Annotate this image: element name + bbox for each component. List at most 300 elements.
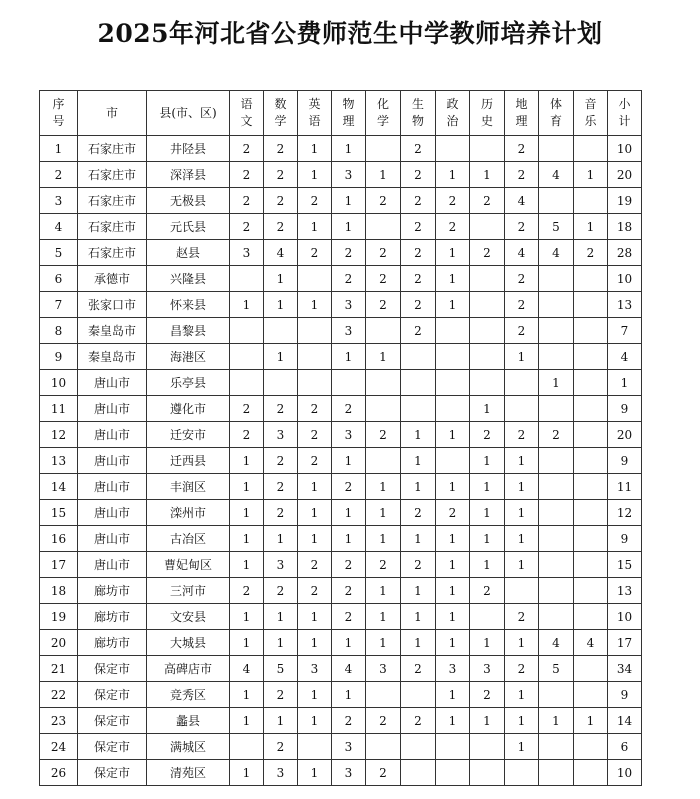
cell-english: 1 bbox=[298, 760, 332, 786]
cell-pe bbox=[539, 500, 574, 526]
cell-physics: 3 bbox=[332, 292, 366, 318]
table-row bbox=[40, 526, 642, 552]
cell-city: 保定市 bbox=[78, 682, 147, 708]
cell-math: 2 bbox=[264, 448, 298, 474]
cell-subtotal: 1 bbox=[608, 370, 642, 396]
cell-seq: 17 bbox=[40, 552, 78, 578]
cell-politics: 1 bbox=[436, 526, 470, 552]
cell-seq: 20 bbox=[40, 630, 78, 656]
cell-county: 迁安市 bbox=[147, 422, 230, 448]
cell-history bbox=[470, 604, 505, 630]
cell-history: 1 bbox=[470, 396, 505, 422]
header-text: 体 bbox=[549, 97, 562, 111]
table-row bbox=[40, 760, 642, 786]
header-text: 地 bbox=[515, 97, 528, 111]
cell-seq: 10 bbox=[40, 370, 78, 396]
cell-history: 1 bbox=[470, 448, 505, 474]
header-text: 语 bbox=[308, 114, 321, 128]
cell-geography: 2 bbox=[505, 214, 539, 240]
cell-chemistry: 1 bbox=[366, 526, 401, 552]
cell-history: 1 bbox=[470, 630, 505, 656]
cell-math: 3 bbox=[264, 422, 298, 448]
cell-chemistry: 1 bbox=[366, 344, 401, 370]
cell-city: 唐山市 bbox=[78, 474, 147, 500]
cell-pe: 1 bbox=[539, 370, 574, 396]
cell-subtotal: 10 bbox=[608, 266, 642, 292]
cell-chemistry: 2 bbox=[366, 708, 401, 734]
cell-english bbox=[298, 370, 332, 396]
table-row bbox=[40, 734, 642, 760]
header-text: 历 bbox=[480, 97, 493, 111]
cell-english: 1 bbox=[298, 214, 332, 240]
cell-county: 昌黎县 bbox=[147, 318, 230, 344]
cell-city: 廊坊市 bbox=[78, 578, 147, 604]
header-text: 序 bbox=[52, 97, 65, 111]
cell-physics: 3 bbox=[332, 734, 366, 760]
cell-subtotal: 18 bbox=[608, 214, 642, 240]
cell-county: 高碑店市 bbox=[147, 656, 230, 682]
cell-politics: 1 bbox=[436, 708, 470, 734]
page-title: 2025年河北省公费师范生中学教师培养计划 bbox=[97, 19, 603, 48]
cell-geography bbox=[505, 396, 539, 422]
header-text: 计 bbox=[618, 114, 631, 128]
cell-seq: 2 bbox=[40, 162, 78, 188]
cell-chemistry: 3 bbox=[366, 656, 401, 682]
cell-history bbox=[470, 318, 505, 344]
cell-physics: 3 bbox=[332, 760, 366, 786]
cell-music: 1 bbox=[574, 162, 608, 188]
header-text: 生 bbox=[411, 97, 424, 111]
cell-music bbox=[574, 604, 608, 630]
cell-politics: 1 bbox=[436, 240, 470, 266]
cell-math: 3 bbox=[264, 552, 298, 578]
cell-chinese: 1 bbox=[230, 292, 264, 318]
cell-pe bbox=[539, 188, 574, 214]
cell-chinese bbox=[230, 370, 264, 396]
cell-geography: 2 bbox=[505, 266, 539, 292]
cell-geography: 1 bbox=[505, 344, 539, 370]
cell-history: 1 bbox=[470, 500, 505, 526]
header-text: 语 bbox=[240, 97, 253, 111]
cell-geography: 2 bbox=[505, 604, 539, 630]
cell-geography: 1 bbox=[505, 630, 539, 656]
cell-music: 2 bbox=[574, 240, 608, 266]
cell-chinese bbox=[230, 344, 264, 370]
cell-geography: 2 bbox=[505, 422, 539, 448]
cell-geography bbox=[505, 760, 539, 786]
cell-politics: 1 bbox=[436, 604, 470, 630]
cell-pe bbox=[539, 136, 574, 162]
cell-city: 保定市 bbox=[78, 708, 147, 734]
cell-english bbox=[298, 344, 332, 370]
cell-chinese: 2 bbox=[230, 188, 264, 214]
cell-county: 文安县 bbox=[147, 604, 230, 630]
cell-pe: 5 bbox=[539, 214, 574, 240]
cell-english: 2 bbox=[298, 422, 332, 448]
cell-chemistry: 2 bbox=[366, 760, 401, 786]
cell-politics bbox=[436, 318, 470, 344]
cell-pe bbox=[539, 474, 574, 500]
cell-math: 2 bbox=[264, 188, 298, 214]
cell-pe bbox=[539, 396, 574, 422]
cell-subtotal: 9 bbox=[608, 396, 642, 422]
cell-math: 4 bbox=[264, 240, 298, 266]
cell-biology: 2 bbox=[401, 240, 436, 266]
cell-chemistry: 1 bbox=[366, 162, 401, 188]
cell-city: 承德市 bbox=[78, 266, 147, 292]
cell-subtotal: 20 bbox=[608, 422, 642, 448]
header-text: 理 bbox=[342, 114, 355, 128]
cell-county: 乐亭县 bbox=[147, 370, 230, 396]
cell-english: 1 bbox=[298, 630, 332, 656]
cell-english: 2 bbox=[298, 240, 332, 266]
cell-pe bbox=[539, 292, 574, 318]
cell-biology: 1 bbox=[401, 526, 436, 552]
cell-politics: 1 bbox=[436, 162, 470, 188]
cell-math: 2 bbox=[264, 682, 298, 708]
cell-music bbox=[574, 422, 608, 448]
cell-county: 兴隆县 bbox=[147, 266, 230, 292]
cell-music bbox=[574, 734, 608, 760]
header-cell-city bbox=[78, 91, 147, 136]
cell-city: 唐山市 bbox=[78, 448, 147, 474]
cell-biology bbox=[401, 760, 436, 786]
cell-pe: 4 bbox=[539, 162, 574, 188]
cell-geography: 2 bbox=[505, 656, 539, 682]
cell-math: 3 bbox=[264, 760, 298, 786]
cell-biology: 2 bbox=[401, 552, 436, 578]
cell-physics: 3 bbox=[332, 318, 366, 344]
cell-chemistry bbox=[366, 214, 401, 240]
table-row bbox=[40, 136, 642, 162]
cell-subtotal: 13 bbox=[608, 578, 642, 604]
teacher-plan-table bbox=[39, 90, 642, 786]
header-cell-geography bbox=[505, 91, 539, 136]
cell-english: 2 bbox=[298, 396, 332, 422]
cell-english: 1 bbox=[298, 682, 332, 708]
header-cell-chinese bbox=[230, 91, 264, 136]
cell-politics bbox=[436, 448, 470, 474]
cell-seq: 3 bbox=[40, 188, 78, 214]
cell-politics: 1 bbox=[436, 682, 470, 708]
cell-biology: 2 bbox=[401, 188, 436, 214]
cell-county: 迁西县 bbox=[147, 448, 230, 474]
cell-city: 保定市 bbox=[78, 734, 147, 760]
cell-biology: 1 bbox=[401, 422, 436, 448]
header-text: 英 bbox=[308, 97, 321, 111]
cell-history bbox=[470, 370, 505, 396]
cell-math: 1 bbox=[264, 526, 298, 552]
cell-biology bbox=[401, 682, 436, 708]
cell-seq: 13 bbox=[40, 448, 78, 474]
cell-politics: 1 bbox=[436, 578, 470, 604]
cell-biology: 2 bbox=[401, 266, 436, 292]
cell-english: 1 bbox=[298, 500, 332, 526]
cell-history: 2 bbox=[470, 422, 505, 448]
table-row bbox=[40, 214, 642, 240]
table-row bbox=[40, 474, 642, 500]
cell-english: 1 bbox=[298, 526, 332, 552]
table-row bbox=[40, 500, 642, 526]
cell-chinese: 1 bbox=[230, 448, 264, 474]
cell-biology: 2 bbox=[401, 318, 436, 344]
cell-city: 秦皇岛市 bbox=[78, 318, 147, 344]
cell-english: 1 bbox=[298, 292, 332, 318]
header-cell-seq bbox=[40, 91, 78, 136]
table-row bbox=[40, 318, 642, 344]
cell-geography: 1 bbox=[505, 552, 539, 578]
cell-geography: 2 bbox=[505, 162, 539, 188]
cell-pe bbox=[539, 344, 574, 370]
cell-chinese bbox=[230, 266, 264, 292]
cell-politics: 1 bbox=[436, 422, 470, 448]
cell-history bbox=[470, 214, 505, 240]
table-row bbox=[40, 682, 642, 708]
cell-county: 井陉县 bbox=[147, 136, 230, 162]
cell-seq: 19 bbox=[40, 604, 78, 630]
cell-physics: 1 bbox=[332, 214, 366, 240]
table-row bbox=[40, 396, 642, 422]
cell-chemistry: 1 bbox=[366, 630, 401, 656]
cell-biology: 2 bbox=[401, 708, 436, 734]
cell-physics: 1 bbox=[332, 448, 366, 474]
table-row bbox=[40, 188, 642, 214]
cell-chinese: 1 bbox=[230, 552, 264, 578]
cell-subtotal: 9 bbox=[608, 526, 642, 552]
cell-city: 石家庄市 bbox=[78, 136, 147, 162]
cell-history: 2 bbox=[470, 578, 505, 604]
cell-city: 石家庄市 bbox=[78, 240, 147, 266]
cell-politics: 1 bbox=[436, 552, 470, 578]
cell-county: 曹妃甸区 bbox=[147, 552, 230, 578]
cell-county: 元氏县 bbox=[147, 214, 230, 240]
cell-subtotal: 34 bbox=[608, 656, 642, 682]
cell-biology: 2 bbox=[401, 214, 436, 240]
cell-physics bbox=[332, 370, 366, 396]
cell-math: 2 bbox=[264, 578, 298, 604]
header-text: 物 bbox=[411, 114, 424, 128]
header-cell-music bbox=[574, 91, 608, 136]
cell-chemistry bbox=[366, 136, 401, 162]
cell-biology bbox=[401, 396, 436, 422]
cell-math: 2 bbox=[264, 734, 298, 760]
header-text: 小 bbox=[618, 97, 631, 111]
cell-politics: 2 bbox=[436, 500, 470, 526]
cell-math: 1 bbox=[264, 266, 298, 292]
cell-county: 清苑区 bbox=[147, 760, 230, 786]
cell-seq: 26 bbox=[40, 760, 78, 786]
cell-politics bbox=[436, 344, 470, 370]
cell-physics: 4 bbox=[332, 656, 366, 682]
cell-music bbox=[574, 396, 608, 422]
cell-subtotal: 6 bbox=[608, 734, 642, 760]
cell-geography: 1 bbox=[505, 500, 539, 526]
header-text: 史 bbox=[480, 114, 493, 128]
table-row bbox=[40, 552, 642, 578]
cell-city: 唐山市 bbox=[78, 422, 147, 448]
cell-subtotal: 10 bbox=[608, 136, 642, 162]
header-cell-county bbox=[147, 91, 230, 136]
cell-subtotal: 15 bbox=[608, 552, 642, 578]
cell-english: 1 bbox=[298, 136, 332, 162]
header-cell-history bbox=[470, 91, 505, 136]
cell-english: 2 bbox=[298, 552, 332, 578]
cell-chinese: 2 bbox=[230, 214, 264, 240]
cell-history: 1 bbox=[470, 708, 505, 734]
header-text: 化 bbox=[376, 97, 389, 111]
cell-seq: 18 bbox=[40, 578, 78, 604]
cell-city: 保定市 bbox=[78, 656, 147, 682]
cell-physics: 2 bbox=[332, 708, 366, 734]
cell-history: 3 bbox=[470, 656, 505, 682]
cell-english: 2 bbox=[298, 448, 332, 474]
cell-physics: 2 bbox=[332, 604, 366, 630]
cell-politics bbox=[436, 760, 470, 786]
cell-seq: 14 bbox=[40, 474, 78, 500]
table-row bbox=[40, 266, 642, 292]
cell-pe: 4 bbox=[539, 240, 574, 266]
cell-politics bbox=[436, 136, 470, 162]
cell-biology: 2 bbox=[401, 500, 436, 526]
cell-city: 唐山市 bbox=[78, 500, 147, 526]
cell-chemistry bbox=[366, 448, 401, 474]
cell-county: 赵县 bbox=[147, 240, 230, 266]
cell-physics: 3 bbox=[332, 162, 366, 188]
cell-chemistry bbox=[366, 318, 401, 344]
cell-seq: 24 bbox=[40, 734, 78, 760]
cell-geography: 4 bbox=[505, 240, 539, 266]
table-row bbox=[40, 240, 642, 266]
cell-chinese: 3 bbox=[230, 240, 264, 266]
cell-physics: 2 bbox=[332, 578, 366, 604]
cell-seq: 8 bbox=[40, 318, 78, 344]
cell-history bbox=[470, 344, 505, 370]
cell-chinese: 1 bbox=[230, 630, 264, 656]
cell-chinese: 1 bbox=[230, 708, 264, 734]
cell-pe: 4 bbox=[539, 630, 574, 656]
cell-chinese: 1 bbox=[230, 760, 264, 786]
header-text: 数 bbox=[274, 97, 287, 111]
cell-history bbox=[470, 266, 505, 292]
cell-subtotal: 20 bbox=[608, 162, 642, 188]
cell-subtotal: 12 bbox=[608, 500, 642, 526]
cell-english: 1 bbox=[298, 708, 332, 734]
header-cell-english bbox=[298, 91, 332, 136]
cell-math: 2 bbox=[264, 136, 298, 162]
cell-biology: 1 bbox=[401, 474, 436, 500]
cell-english: 3 bbox=[298, 656, 332, 682]
cell-city: 唐山市 bbox=[78, 370, 147, 396]
table-row bbox=[40, 708, 642, 734]
cell-pe bbox=[539, 604, 574, 630]
table-row bbox=[40, 448, 642, 474]
cell-chinese: 2 bbox=[230, 396, 264, 422]
header-text: 治 bbox=[446, 114, 459, 128]
header-text: 县(市、区) bbox=[159, 105, 217, 120]
cell-pe bbox=[539, 760, 574, 786]
cell-music bbox=[574, 266, 608, 292]
cell-music bbox=[574, 526, 608, 552]
cell-subtotal: 13 bbox=[608, 292, 642, 318]
cell-english bbox=[298, 266, 332, 292]
cell-music bbox=[574, 318, 608, 344]
cell-math: 1 bbox=[264, 344, 298, 370]
cell-politics: 1 bbox=[436, 630, 470, 656]
cell-math: 1 bbox=[264, 708, 298, 734]
cell-math: 2 bbox=[264, 214, 298, 240]
cell-physics: 1 bbox=[332, 136, 366, 162]
cell-biology bbox=[401, 344, 436, 370]
cell-geography: 2 bbox=[505, 318, 539, 344]
table-row bbox=[40, 162, 642, 188]
cell-biology bbox=[401, 734, 436, 760]
cell-chinese: 2 bbox=[230, 136, 264, 162]
cell-subtotal: 10 bbox=[608, 760, 642, 786]
cell-subtotal: 4 bbox=[608, 344, 642, 370]
cell-geography bbox=[505, 578, 539, 604]
cell-chemistry bbox=[366, 734, 401, 760]
cell-english bbox=[298, 734, 332, 760]
header-cell-biology bbox=[401, 91, 436, 136]
cell-pe bbox=[539, 734, 574, 760]
cell-biology: 1 bbox=[401, 448, 436, 474]
cell-politics: 1 bbox=[436, 474, 470, 500]
cell-chinese: 1 bbox=[230, 682, 264, 708]
cell-geography: 1 bbox=[505, 526, 539, 552]
header-cell-pe bbox=[539, 91, 574, 136]
header-text: 文 bbox=[240, 114, 253, 128]
cell-seq: 9 bbox=[40, 344, 78, 370]
cell-english: 2 bbox=[298, 578, 332, 604]
cell-history: 1 bbox=[470, 552, 505, 578]
table-body bbox=[40, 136, 642, 786]
cell-pe bbox=[539, 526, 574, 552]
header-text: 理 bbox=[515, 114, 528, 128]
cell-subtotal: 28 bbox=[608, 240, 642, 266]
cell-math: 2 bbox=[264, 474, 298, 500]
cell-county: 海港区 bbox=[147, 344, 230, 370]
cell-chemistry: 2 bbox=[366, 292, 401, 318]
cell-pe bbox=[539, 682, 574, 708]
cell-physics: 2 bbox=[332, 474, 366, 500]
cell-county: 三河市 bbox=[147, 578, 230, 604]
cell-geography: 1 bbox=[505, 708, 539, 734]
cell-english: 1 bbox=[298, 162, 332, 188]
cell-math: 5 bbox=[264, 656, 298, 682]
cell-county: 深泽县 bbox=[147, 162, 230, 188]
cell-music bbox=[574, 136, 608, 162]
cell-music: 4 bbox=[574, 630, 608, 656]
cell-chinese: 2 bbox=[230, 422, 264, 448]
cell-subtotal: 9 bbox=[608, 682, 642, 708]
cell-physics: 1 bbox=[332, 500, 366, 526]
cell-history bbox=[470, 136, 505, 162]
cell-chinese: 1 bbox=[230, 474, 264, 500]
cell-county: 遵化市 bbox=[147, 396, 230, 422]
cell-history bbox=[470, 760, 505, 786]
cell-biology: 1 bbox=[401, 630, 436, 656]
cell-seq: 23 bbox=[40, 708, 78, 734]
cell-subtotal: 10 bbox=[608, 604, 642, 630]
header-text: 学 bbox=[376, 114, 389, 128]
cell-physics: 2 bbox=[332, 240, 366, 266]
cell-music bbox=[574, 500, 608, 526]
cell-politics: 1 bbox=[436, 266, 470, 292]
cell-city: 保定市 bbox=[78, 760, 147, 786]
cell-math: 1 bbox=[264, 292, 298, 318]
cell-seq: 22 bbox=[40, 682, 78, 708]
cell-math: 1 bbox=[264, 630, 298, 656]
